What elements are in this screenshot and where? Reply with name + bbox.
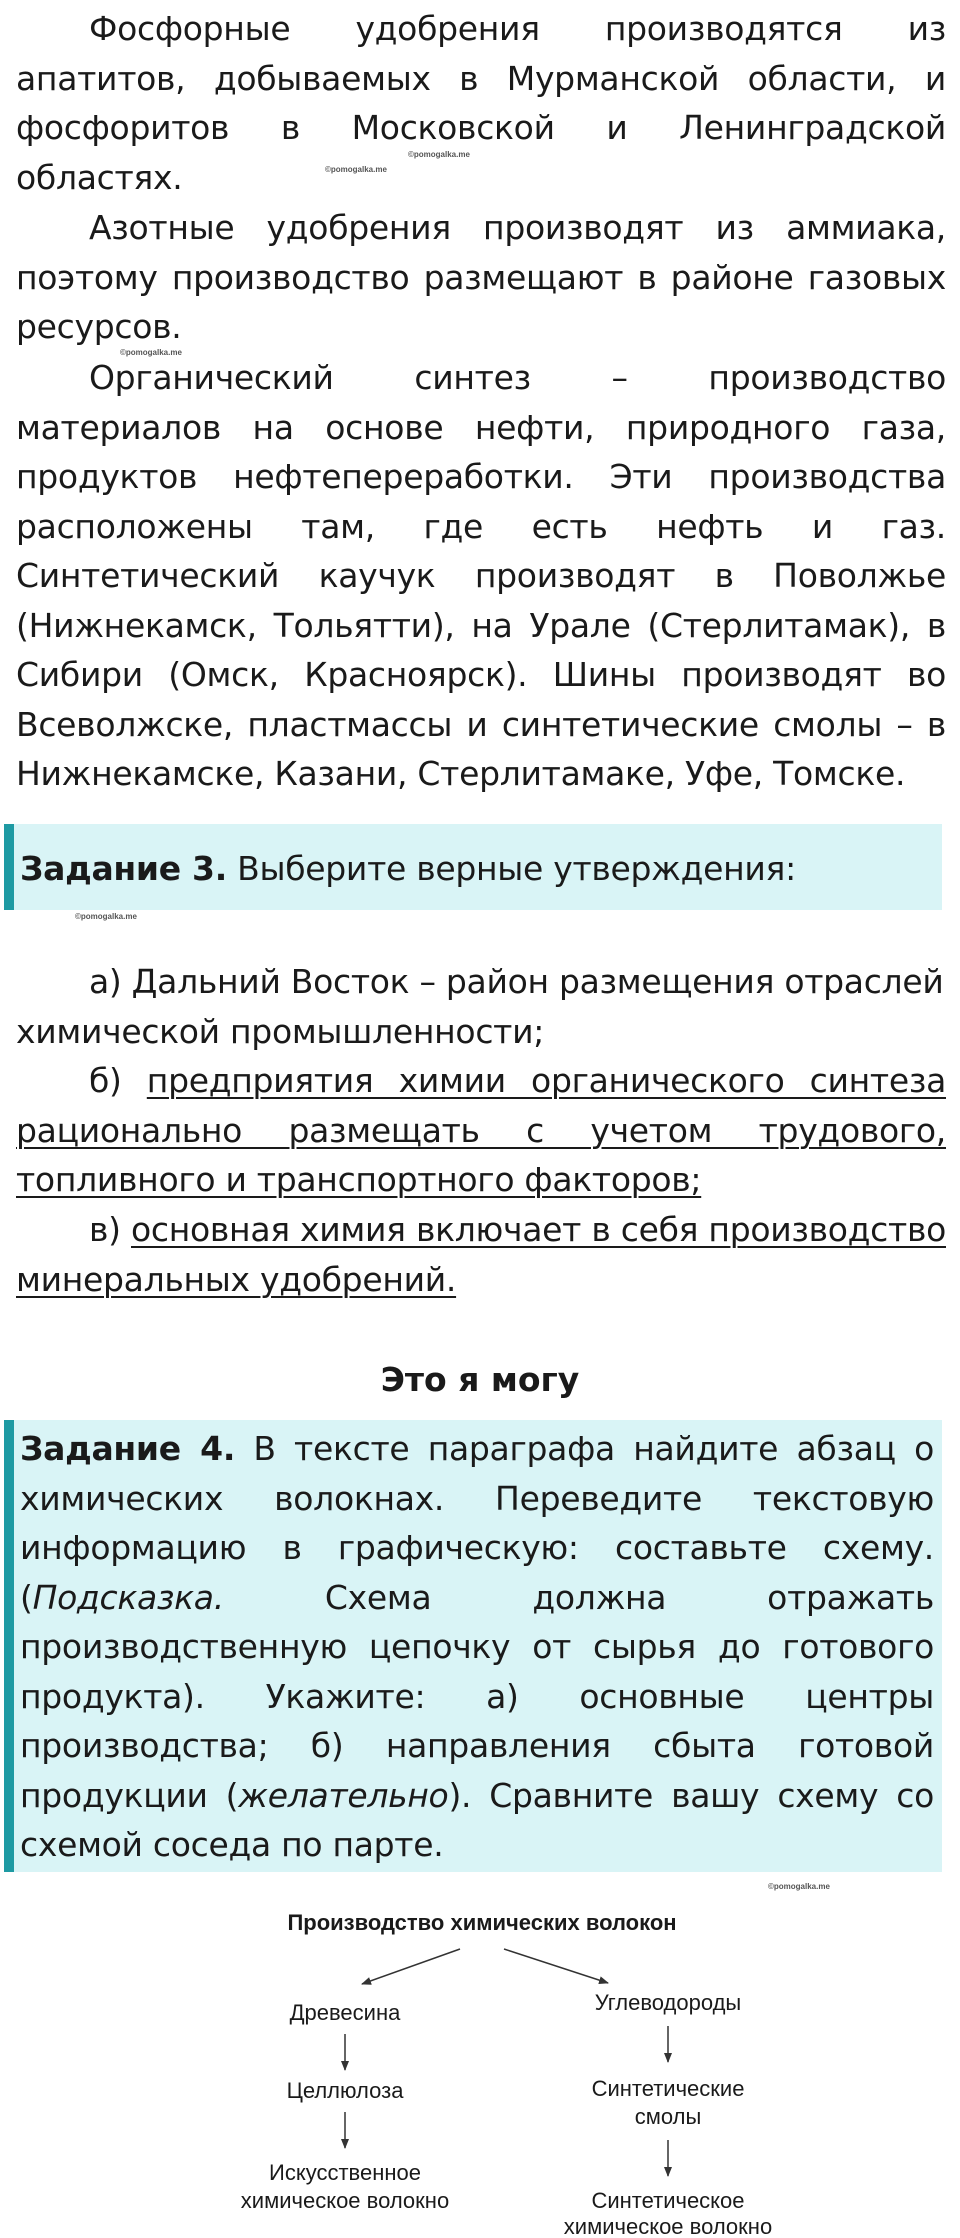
task-3-text: Выберите верные утверждения: [237,849,796,888]
watermark: ©pomogalka.me [120,348,182,357]
task-4-box [4,1420,942,1872]
watermark: ©pomogalka.me [75,912,137,921]
watermark: ©pomogalka.me [325,165,387,174]
task-4-optional: желательно [238,1775,449,1815]
task-3-option-c-prefix: в) [89,1210,121,1249]
task-4-label: Задание 4. [20,1429,236,1468]
diagram-artificial-fiber-line1: Искусственное [269,2160,421,2185]
diagram-cellulose: Целлюлоза [286,2078,404,2103]
paragraph-nitrogen-fertilizers: Азотные удобрения производят из аммиака, поэтому производство размещают в районе газовых ресурсов. [16,208,946,346]
task-4-text-1: В тексте параграфа найдите абзац о химических волокнах. Переведите текстовую информацию в графическую: составьте схему. ( [20,1429,934,1617]
watermark: ©pomogalka.me [408,150,470,159]
task-3-box [4,824,942,910]
task-3-option-b [16,1056,946,1205]
arrow-to-wood [362,1949,460,1984]
task-3-option-b-prefix: б) [89,1061,122,1100]
diagram-synthetic-fiber-line1: Синтетическое [591,2188,745,2213]
diagram-artificial-fiber-line2: химическое волокно [240,2188,450,2213]
task-3-label: Задание 3. [20,849,227,888]
diagram-resins-line2: смолы [634,2104,702,2129]
task-4-text-2: Схема должна отражать производственную цепочку от сырья до готового продукта). Укажите: а) основные центры производства; б) направления сбыта готовой продукции ( [20,1577,934,1815]
diagram-wood: Древесина [289,2000,401,2025]
task-3-option-c-text: основная химия включает в себя производство минеральных удобрений. [16,1210,946,1299]
diagram-title: Производство химических волокон [287,1910,677,1935]
arrow-to-hydrocarbons [504,1949,608,1983]
task-4-hint: Подсказка. [32,1577,224,1617]
diagram-hydrocarbons: Углеводороды [594,1990,742,2015]
paragraph-phosphate-fertilizers: Фосфорные удобрения производятся из апатитов, добываемых в Мурманской области, и фосфоритов в Московской и Ленинградской областях. [16,9,946,197]
task-3-option-c [16,1205,946,1304]
diagram-resins-line1: Синтетические [591,2076,745,2101]
task-3-option-b-text: предприятия химии органического синтеза рационально размещать с учетом трудового, топливного и транспортного факторов; [16,1061,946,1199]
section-heading: Это я могу [380,1360,580,1399]
paragraph-organic-synthesis: Органический синтез – производство материалов на основе нефти, природного газа, продуктов нефтепереработки. Эти производства расположены там, где есть нефть и газ. Синтетический каучук производят в Поволжье (Нижнекамск, Тольятти), на Урале (Стерлитамак), в Сибири (Омск, Красноярск). Шины производят во Всеволжске, пластмассы и синтетические смолы – в Нижнекамске, Казани, Стерлитамаке, Уфе, Томске. [16,358,946,793]
chemical-fibers-diagram [0,1892,960,2238]
task-3-option-a: а) Дальний Восток – район размещения отраслей химической промышленности; [16,962,944,1051]
task-4-text-3: ). Сравните вашу схему со схемой соседа по парте. [20,1775,934,1864]
watermark: ©pomogalka.me [768,1882,830,1891]
diagram-synthetic-fiber-line2: химическое волокно [563,2214,773,2238]
